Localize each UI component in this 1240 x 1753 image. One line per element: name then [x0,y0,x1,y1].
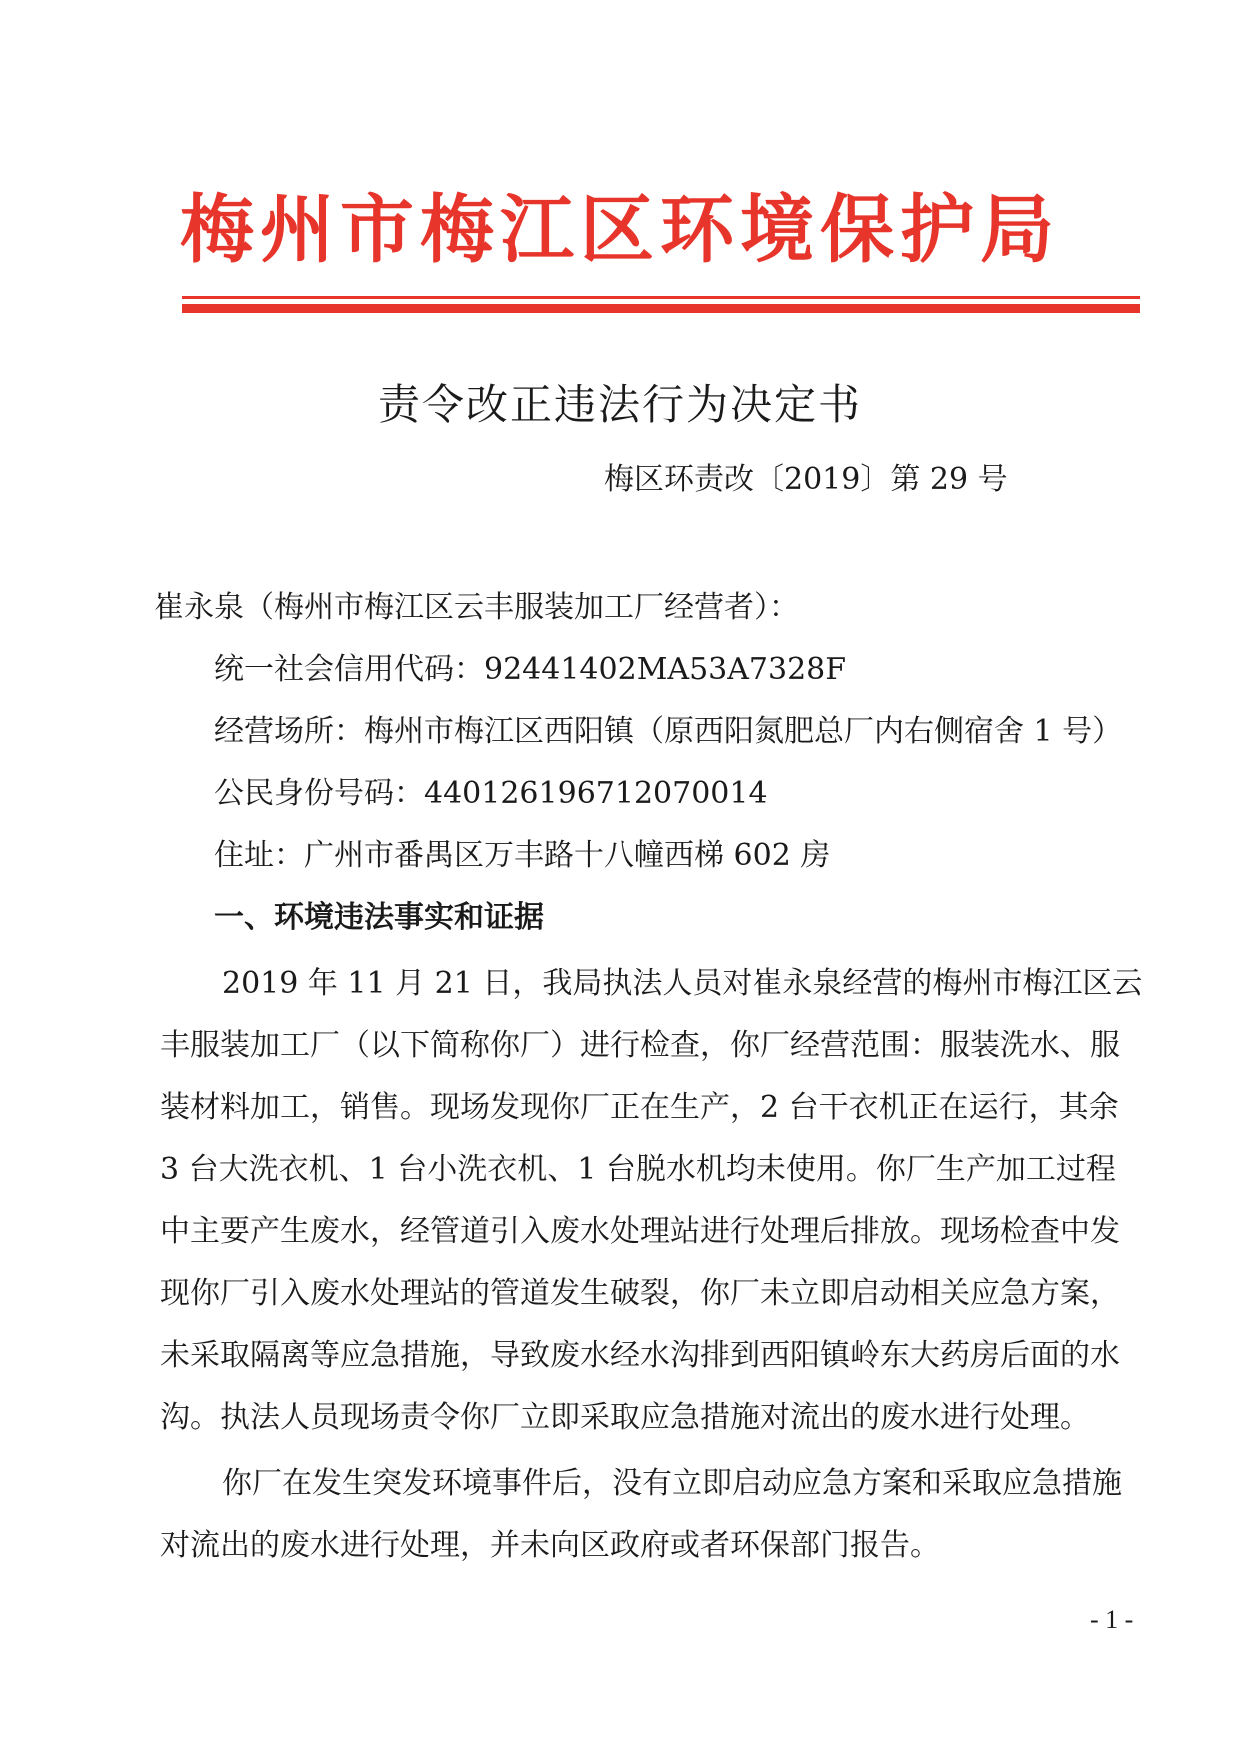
address: 住址：广州市番禺区万丰路十八幢西梯 602 房 [214,838,831,873]
business-location: 经营场所：梅州市梅江区西阳镇（原西阳氮肥总厂内右侧宿舍 1 号） [214,714,1123,749]
paragraph-line: 未采取隔离等应急措施，导致废水经水沟排到西阳镇岭东大药房后面的水 [160,1338,1120,1373]
credit-code: 统一社会信用代码：92441402MA53A7328F [214,652,847,687]
paragraph-line: 2019 年 11 月 21 日，我局执法人员对崔永泉经营的梅州市梅江区云 [222,966,1143,1001]
letterhead-thin-rule [182,296,1140,299]
page-number: - 1 - [1090,1605,1134,1634]
paragraph-line: 现你厂引入废水处理站的管道发生破裂，你厂未立即启动相关应急方案， [160,1276,1120,1311]
paragraph-line: 对流出的废水进行处理，并未向区政府或者环保部门报告。 [160,1528,940,1563]
paragraph-line: 你厂在发生突发环境事件后，没有立即启动应急方案和采取应急措施 [222,1466,1122,1501]
paragraph-line: 沟。执法人员现场责令你厂立即采取应急措施对流出的废水进行处理。 [160,1400,1090,1435]
document-number: 梅区环责改〔2019〕第 29 号 [604,462,1008,497]
section-heading: 一、环境违法事实和证据 [214,900,544,935]
letterhead-thick-rule [182,304,1140,313]
addressee: 崔永泉（梅州市梅江区云丰服装加工厂经营者）： [154,590,799,625]
paragraph-line: 丰服装加工厂（以下简称你厂）进行检查，你厂经营范围：服装洗水、服 [160,1028,1120,1063]
paragraph-line: 装材料加工，销售。现场发现你厂正在生产，2 台干衣机正在运行，其余 [160,1090,1119,1125]
paragraph-line: 中主要产生废水，经管道引入废水处理站进行处理后排放。现场检查中发 [160,1214,1120,1249]
paragraph-line: 3 台大洗衣机、1 台小洗衣机、1 台脱水机均未使用。你厂生产加工过程 [160,1152,1116,1187]
id-number: 公民身份号码：440126196712070014 [214,776,768,811]
document-title: 责令改正违法行为决定书 [377,380,862,429]
agency-letterhead-title: 梅州市梅江区环境保护局 [180,187,1060,273]
